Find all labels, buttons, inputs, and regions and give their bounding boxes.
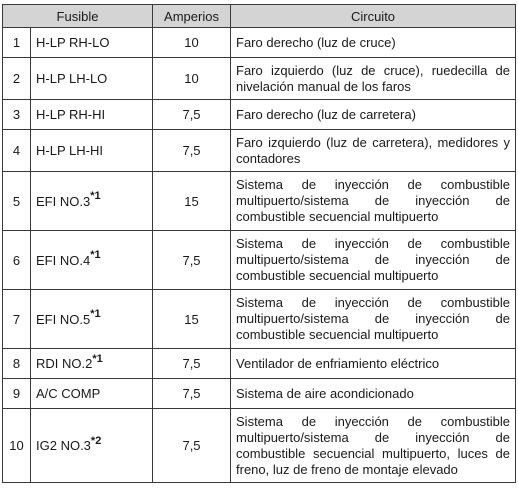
fuse-name [31,349,153,379]
fuse-label: EFI NO.5 [36,311,91,327]
circuit-description: Ventilador de enfriamiento eléctrico [231,349,516,379]
header-circuit: Circuito [231,5,516,28]
amperage: 7,5 [153,130,231,172]
table-row [3,130,516,172]
header-fuse: Fusible [3,5,153,28]
footnote-mark: *1 [90,249,101,262]
table-row [3,349,516,379]
circuit-description: Faro derecho (luz de carretera) [231,100,516,130]
row-number: 1 [3,28,31,58]
table-row [3,409,516,483]
circuit-description: Faro izquierdo (luz de cruce), ruedecilla de nivelación manual de los faros [231,58,516,100]
footnote-mark: *2 [90,434,102,447]
fuse-label: H-LP LH-LO [36,71,108,86]
amperage: 10 [153,58,231,100]
fuse-name [31,379,153,409]
amperage: 7,5 [153,379,231,409]
circuit-description: Sistema de inyección de combustible multipuerto/sistema de inyección de combustible secuencial multipuerto [231,290,516,349]
fuse-name [31,58,153,100]
row-number: 6 [3,231,31,290]
fuse-name [31,100,153,130]
table-row [3,58,516,100]
row-number: 10 [3,409,31,483]
table-row [3,290,516,349]
amperage: 10 [153,28,231,58]
fuse-label: A/C COMP [36,386,101,401]
fuse-label: EFI NO.4 [36,252,91,268]
table-row [3,172,516,231]
table-row [3,231,516,290]
fuse-table [2,4,516,483]
table-row [3,100,516,130]
fuse-name [31,28,153,58]
fuse-name [31,290,153,349]
table-header-row [3,5,516,28]
row-number: 2 [3,58,31,100]
table-row [3,379,516,409]
circuit-description: Sistema de inyección de combustible multipuerto/sistema de inyección de combustible secuencial multipuerto, luces de freno, luz de freno de montaje elevado [231,409,516,483]
circuit-description: Sistema de inyección de combustible multipuerto/sistema de inyección de combustible secuencial multipuerto [231,231,516,290]
row-number: 9 [3,379,31,409]
fuse-name [31,409,153,483]
amperage: 15 [153,290,231,349]
circuit-description: Faro derecho (luz de cruce) [231,28,516,58]
row-number: 3 [3,100,31,130]
row-number: 4 [3,130,31,172]
amperage: 7,5 [153,100,231,130]
footnote-mark: *1 [92,352,103,365]
circuit-description: Faro izquierdo (luz de carretera), medidores y contadores [231,130,516,172]
fuse-label: H-LP LH-HI [36,143,103,158]
fuse-label: H-LP RH-HI [36,107,106,122]
row-number: 5 [3,172,31,231]
row-number: 8 [3,349,31,379]
amperage: 7,5 [153,349,231,379]
amperage: 7,5 [153,409,231,483]
amperage: 7,5 [153,231,231,290]
fuse-label: RDI NO.2 [36,356,93,371]
fuse-label: IG2 NO.3 [36,438,91,453]
circuit-description: Sistema de aire acondicionado [231,379,516,409]
row-number: 7 [3,290,31,349]
fuse-label: EFI NO.3 [36,193,91,209]
table-row [3,28,516,58]
fuse-name [31,231,153,290]
footnote-mark: *1 [90,190,101,203]
circuit-description: Sistema de inyección de combustible multipuerto/sistema de inyección de combustible secuencial multipuerto [231,172,516,231]
fuse-name [31,130,153,172]
amperage: 15 [153,172,231,231]
fuse-name [31,172,153,231]
header-amps: Amperios [153,5,231,28]
footnote-mark: *1 [90,308,101,321]
fuse-label: H-LP RH-LO [36,35,110,50]
